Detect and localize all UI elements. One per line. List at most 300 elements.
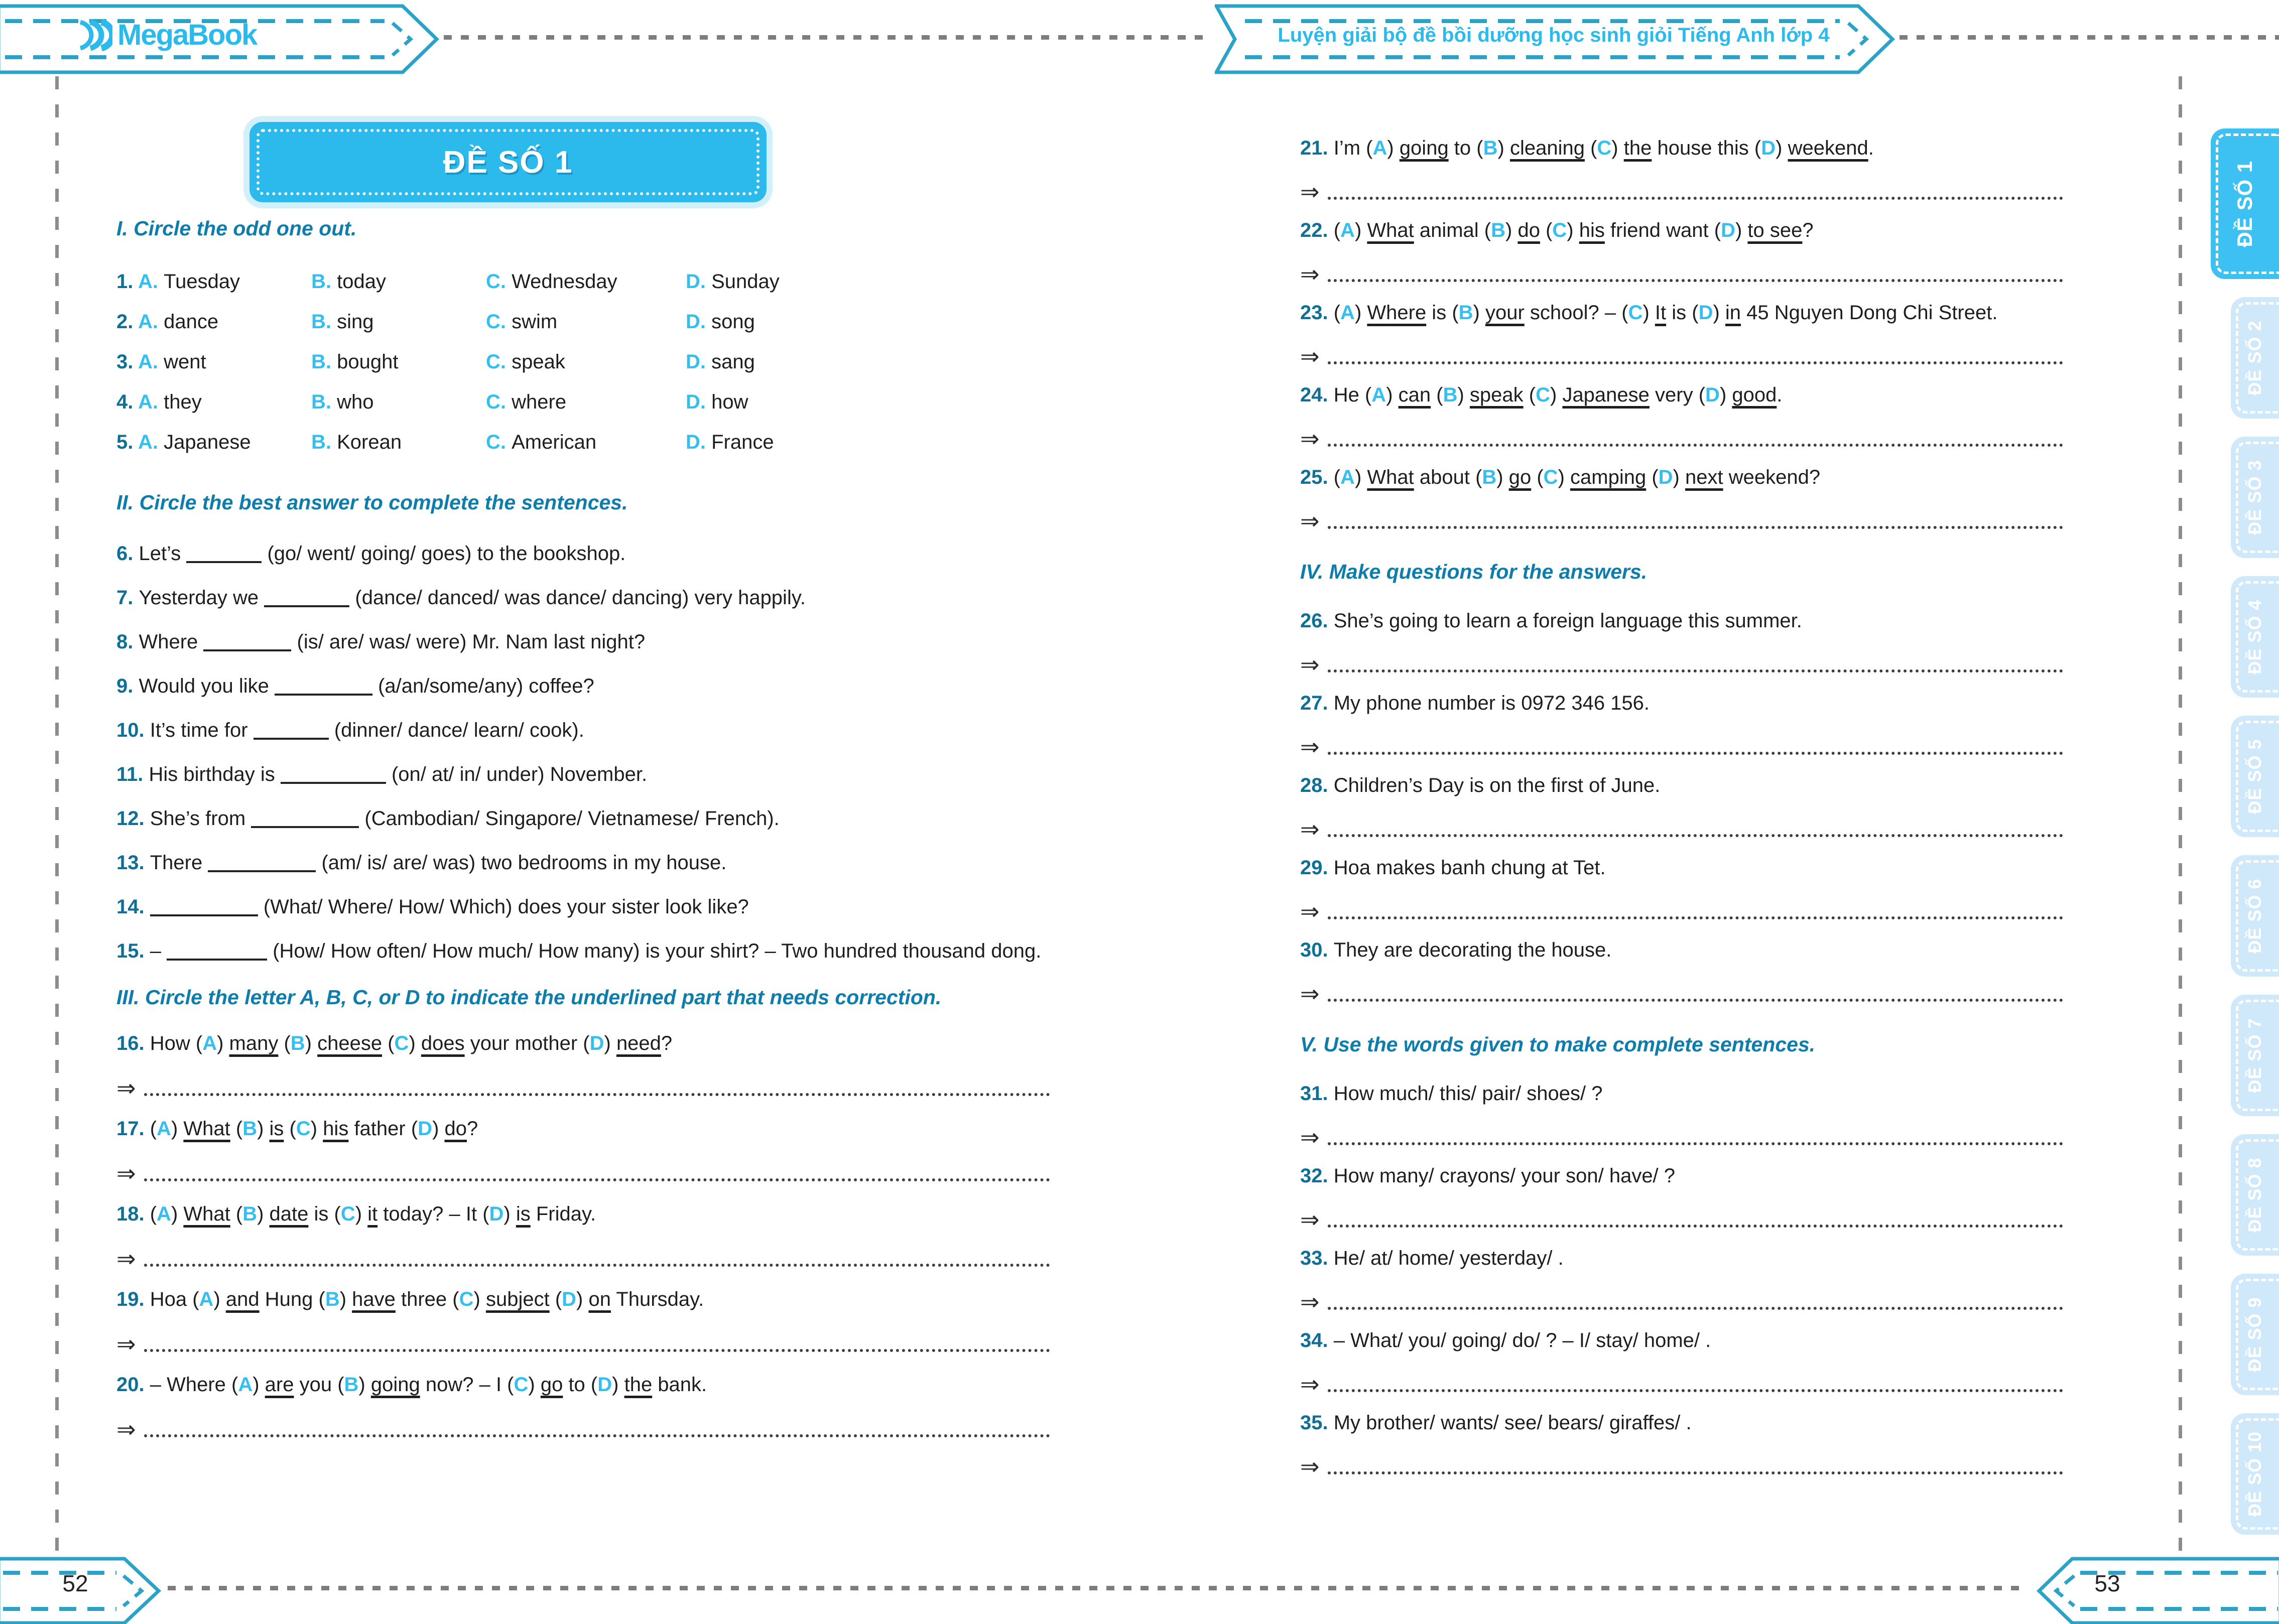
page-number-left: 52 (62, 1570, 88, 1596)
question (116, 717, 1050, 744)
underlined-part: are (265, 1374, 294, 1396)
option-cell (486, 309, 686, 334)
underlined-part: and (225, 1288, 260, 1310)
option-letter-char: B. (311, 270, 337, 293)
option-letter: (C) (507, 1374, 541, 1396)
question-text: (is/ are/ was/ were) Mr. Nam last night? (291, 631, 646, 653)
option-letter-char: A (1340, 219, 1355, 241)
option-letter-char: C (394, 1032, 409, 1054)
option-cell (311, 309, 486, 334)
dotted-answer-leader (1328, 1307, 2063, 1310)
question-number: 31. (1300, 1082, 1334, 1105)
question-number: 20. (116, 1374, 150, 1396)
answer-line (1300, 178, 2063, 205)
question-text: . (1777, 384, 1783, 406)
option-text: Korean (337, 431, 402, 453)
question-number: 18. (116, 1203, 150, 1225)
option-text: song (711, 311, 755, 333)
answer-arrow-icon: ⇒ (116, 1416, 136, 1443)
question-number: 21. (1300, 137, 1334, 159)
question-number: 10. (116, 719, 150, 741)
dotted-answer-leader (1328, 1142, 2063, 1145)
underlined-part: going (1399, 137, 1449, 159)
question-text: He (1333, 384, 1365, 406)
underlined-part: the (1623, 137, 1652, 159)
option-letter-char: A (238, 1374, 253, 1396)
option-letter-char: C. (486, 351, 512, 373)
option-text: dance (164, 311, 219, 333)
option-letter-char: B (1483, 137, 1498, 159)
option-letter-char: B. (311, 391, 337, 413)
underlined-part: go (1508, 466, 1532, 488)
underlined-part: to see (1747, 219, 1803, 241)
question-text: (dance/ danced/ was dance/ dancing) very happily. (349, 587, 806, 609)
tab-label: ĐỀ SỐ 9 (2244, 1297, 2265, 1372)
option-text: sing (337, 311, 374, 333)
option-letter-char: D (489, 1203, 504, 1225)
option-letter-char: A. (138, 431, 164, 453)
section-body (116, 540, 1050, 965)
underlined-part: the (624, 1374, 653, 1396)
question-number: 27. (1300, 692, 1334, 714)
option-text: they (164, 391, 202, 413)
section-body (1300, 134, 2063, 532)
test-badge-label: ĐỀ SỐ 1 (443, 145, 573, 180)
option-text: Japanese (164, 431, 251, 453)
question-text: father (348, 1118, 411, 1140)
section-heading: IV. Make questions for the answers. (1300, 560, 1648, 583)
question-number: 33. (1300, 1247, 1334, 1269)
question (116, 893, 1050, 920)
question-text: His birthday is (149, 763, 281, 785)
option-letter-char: D. (686, 351, 712, 373)
answer-line (1300, 1453, 2063, 1480)
answer-line (116, 1160, 1050, 1187)
option-letter-char: D. (686, 311, 712, 333)
tab-label: ĐỀ SỐ 5 (2244, 739, 2265, 814)
question (116, 540, 1050, 567)
option-letter-char: A. (138, 311, 164, 333)
question-number: 12. (116, 807, 150, 830)
question-text (1585, 137, 1590, 159)
question (116, 584, 1050, 611)
right-page-guide-line (2179, 76, 2182, 1556)
tab-label: ĐỀ SỐ 1 (2233, 160, 2256, 247)
section-heading: II. Circle the best answer to complete the sentences. (116, 491, 628, 514)
question-text: to (563, 1374, 591, 1396)
question-text: I’m (1333, 137, 1366, 159)
answer-line (116, 1074, 1050, 1102)
option-letter: (A) (195, 1032, 229, 1054)
question (1300, 1162, 2063, 1189)
answer-line (1300, 898, 2063, 925)
section-heading: V. Use the words given to make complete sentences. (1300, 1033, 1816, 1056)
option-letter: (A) (231, 1374, 265, 1396)
dotted-answer-leader (1328, 752, 2063, 755)
option-letter-char: A. (138, 351, 164, 373)
answer-line (1300, 1124, 2063, 1151)
option-letter: (D) (583, 1032, 616, 1054)
question-text: your mother (464, 1032, 583, 1054)
question-text: school? – (1524, 302, 1622, 324)
question-text: Would you like (139, 675, 275, 697)
dotted-answer-leader (144, 1264, 1050, 1267)
question (1300, 854, 2063, 881)
question (116, 1371, 1050, 1398)
dotted-answer-leader (1328, 669, 2063, 672)
answer-line (1300, 260, 2063, 288)
answer-line (1300, 816, 2063, 843)
tab-đề-số-10[interactable] (2231, 1413, 2279, 1535)
underlined-part: is (516, 1203, 531, 1225)
question-text: – What/ you/ going/ do/ ? – I/ stay/ home/ . (1333, 1329, 1711, 1351)
option-letter-char: B. (311, 351, 337, 373)
question (116, 937, 1043, 965)
question (116, 1115, 1050, 1142)
option-text: American (512, 431, 597, 453)
answer-line (1300, 1288, 2063, 1315)
question-text: ? (467, 1118, 478, 1140)
underlined-part: go (540, 1374, 563, 1396)
tab-đề-số-9[interactable] (2231, 1274, 2279, 1395)
option-letter-char: B (325, 1288, 340, 1310)
question (116, 1030, 1050, 1057)
option-letter-char: C. (486, 311, 512, 333)
question-text: 45 Nguyen Dong Chi Street. (1741, 302, 1998, 324)
question (1300, 217, 2063, 244)
tab-đề-số-4[interactable] (2231, 576, 2279, 698)
underlined-part: cheese (317, 1032, 383, 1054)
answer-arrow-icon: ⇒ (1300, 733, 1320, 760)
question-number: 35. (1300, 1412, 1334, 1434)
underlined-part: What (1367, 219, 1414, 241)
dotted-answer-leader (144, 1434, 1050, 1437)
answer-line (116, 1330, 1050, 1358)
option-letter-char: C (1536, 384, 1550, 406)
question-text: bank. (652, 1374, 707, 1396)
option-letter: (C) (334, 1203, 368, 1225)
tab-label: ĐỀ SỐ 10 (2244, 1431, 2265, 1517)
option-letter-char: C (1597, 137, 1612, 159)
question-text (1524, 384, 1529, 406)
underlined-part: What (1367, 466, 1414, 488)
dotted-answer-leader (1328, 1389, 2063, 1392)
question-text (382, 1032, 388, 1054)
underlined-part: good (1732, 384, 1777, 406)
question-text: Friday. (530, 1203, 596, 1225)
question-text: now? – I (420, 1374, 508, 1396)
question (1300, 690, 2063, 717)
option-letter: (A) (192, 1288, 226, 1310)
question-number: 11. (116, 763, 149, 785)
option-letter: (D) (482, 1203, 516, 1225)
question-number: 14. (116, 896, 150, 918)
option-letter-char: A (202, 1032, 217, 1054)
question-text: ? (661, 1032, 673, 1054)
question (116, 628, 1050, 655)
tab-label: ĐỀ SỐ 4 (2244, 599, 2265, 674)
question-text: very (1649, 384, 1699, 406)
option-cell (116, 349, 311, 374)
tab-đề-số-2[interactable] (2231, 297, 2279, 419)
option-letter-char: D. (686, 270, 712, 293)
answer-line (1300, 651, 2063, 678)
underlined-part: do (1517, 219, 1540, 241)
underlined-part: do (444, 1118, 467, 1140)
option-letter: (B) (1475, 466, 1509, 488)
question-text: Hung (259, 1288, 319, 1310)
option-letter: (B) (1476, 137, 1510, 159)
dotted-answer-leader (144, 1178, 1050, 1181)
option-letter: (B) (235, 1118, 270, 1140)
dotted-answer-leader (1328, 916, 2063, 919)
section-body (1300, 1080, 2063, 1480)
answer-arrow-icon: ⇒ (1300, 816, 1320, 843)
question-text: three (395, 1288, 453, 1310)
option-letter-char: D (597, 1374, 612, 1396)
answer-line (116, 1245, 1050, 1272)
question-text (1540, 219, 1546, 241)
option-letter-char: D (418, 1118, 433, 1140)
option-letter-char: B (1443, 384, 1458, 406)
option-cell (116, 430, 311, 455)
option-letter: (C) (1621, 302, 1655, 324)
question-text: animal (1414, 219, 1484, 241)
answer-blank (208, 854, 316, 872)
footer-right-ribbon (2022, 1556, 2279, 1624)
option-text: speak (512, 351, 565, 373)
underlined-part: have (352, 1288, 396, 1310)
question-text: is (308, 1203, 334, 1225)
tab-đề-số-5[interactable] (2231, 716, 2279, 837)
question-number: 30. (1300, 939, 1334, 961)
option-letter-char: A. (138, 391, 164, 413)
answer-line (116, 1416, 1050, 1443)
question-number: 16. (116, 1032, 150, 1054)
option-letter: (A) (1333, 302, 1367, 324)
question-number: 4. (116, 391, 138, 413)
odd-one-out-row (116, 269, 1050, 294)
question-text: is (1426, 302, 1452, 324)
answer-arrow-icon: ⇒ (116, 1245, 136, 1272)
section-heading: I. Circle the odd one out. (116, 217, 357, 240)
answer-arrow-icon: ⇒ (1300, 507, 1320, 534)
page-53-content (1300, 134, 2063, 1492)
option-letter-char: C (1543, 466, 1558, 488)
option-letter: (D) (1714, 219, 1748, 241)
option-cell (116, 309, 311, 334)
option-letter: (A) (1364, 384, 1399, 406)
question (1300, 1245, 2063, 1272)
option-letter-char: B (242, 1203, 258, 1225)
underlined-part: cleaning (1509, 137, 1585, 159)
underlined-part: going (370, 1374, 420, 1396)
question-text: . (1868, 137, 1874, 159)
option-cell (486, 430, 686, 455)
question-text (1531, 466, 1537, 488)
megabook-logo-icon (75, 18, 112, 52)
question-text: Thursday. (610, 1288, 704, 1310)
question-text: (What/ Where/ How/ Which) does your sister look like? (258, 896, 749, 918)
option-cell (486, 389, 686, 415)
underlined-part: It (1655, 302, 1667, 324)
underlined-part: Where (1367, 302, 1427, 324)
question-text (278, 1032, 284, 1054)
question-number: 8. (116, 631, 139, 653)
option-letter-char: A (1371, 384, 1386, 406)
dotted-answer-leader (1328, 197, 2063, 200)
question (1300, 772, 2063, 799)
option-letter-char: C (514, 1374, 529, 1396)
question-text: She’s from (150, 807, 251, 830)
underlined-part: speak (1469, 384, 1524, 406)
question-number: 7. (116, 587, 139, 609)
option-letter: (C) (388, 1032, 421, 1054)
option-letter-char: B (242, 1118, 258, 1140)
answer-blank (150, 898, 258, 916)
option-letter: (D) (1692, 302, 1725, 324)
option-cell (116, 269, 311, 294)
header-dotted-connector (444, 35, 1211, 40)
answer-line (1300, 980, 2063, 1007)
underlined-part: in (1725, 302, 1741, 324)
question-text: She’s going to learn a foreign language this summer. (1333, 610, 1802, 632)
tab-label: ĐỀ SỐ 2 (2244, 320, 2265, 395)
footer-dotted-connector (168, 1586, 2021, 1590)
question-text: My phone number is 0972 346 156. (1333, 692, 1650, 714)
dotted-answer-leader (144, 1349, 1050, 1352)
dotted-answer-leader (1328, 999, 2063, 1002)
option-letter: (B) (1484, 219, 1518, 241)
dotted-answer-leader (1328, 834, 2063, 837)
option-letter: (C) (452, 1288, 486, 1310)
tab-label: ĐỀ SỐ 6 (2244, 878, 2265, 954)
question-text: Where (139, 631, 204, 653)
answer-blank (254, 722, 329, 740)
option-letter-char: C (296, 1118, 311, 1140)
tab-đề-số-7[interactable] (2231, 995, 2279, 1116)
question-text: to (1448, 137, 1477, 159)
answer-blank (264, 589, 349, 607)
dotted-answer-leader (1328, 361, 2063, 364)
option-cell (311, 269, 486, 294)
answer-line (1300, 507, 2063, 534)
answer-arrow-icon: ⇒ (116, 1330, 136, 1358)
question-number: 25. (1300, 466, 1334, 488)
question (1300, 299, 2063, 326)
answer-blank (203, 633, 291, 651)
question-text: My brother/ wants/ see/ bears/ giraffes/ . (1333, 1412, 1692, 1434)
question-number: 26. (1300, 610, 1334, 632)
option-cell (486, 269, 686, 294)
question-text: It’s time for (150, 719, 254, 741)
option-letter: (C) (1537, 466, 1570, 488)
option-letter: (A) (150, 1203, 184, 1225)
dotted-answer-leader (1328, 526, 2063, 529)
question-text: (a/an/some/any) coffee? (372, 675, 594, 697)
underlined-part: your (1485, 302, 1525, 324)
option-letter-char: A (1340, 466, 1355, 488)
section-body (1300, 607, 2063, 1005)
question (1300, 381, 2063, 409)
megabook-logo (75, 18, 257, 52)
question-number: 19. (116, 1288, 150, 1310)
question-text: (on/ at/ in/ under) November. (386, 763, 648, 785)
answer-arrow-icon: ⇒ (1300, 898, 1320, 925)
option-letter: (C) (1590, 137, 1624, 159)
answer-arrow-icon: ⇒ (1300, 1206, 1320, 1233)
question-text: – (150, 940, 167, 962)
option-text: France (711, 431, 774, 453)
section-body (116, 269, 1050, 455)
answer-arrow-icon: ⇒ (1300, 980, 1320, 1007)
odd-one-out-row (116, 349, 1050, 374)
underlined-part: weekend (1788, 137, 1868, 159)
answer-arrow-icon: ⇒ (1300, 425, 1320, 452)
underlined-part: subject (485, 1288, 550, 1310)
option-cell (311, 389, 486, 415)
dotted-answer-leader (1328, 444, 2063, 447)
option-text: where (512, 391, 567, 413)
question (116, 672, 1050, 700)
question-text: How (150, 1032, 196, 1054)
option-letter: (C) (289, 1118, 323, 1140)
option-text: how (711, 391, 748, 413)
option-letter: (B) (1436, 384, 1470, 406)
tab-đề-số-3[interactable] (2231, 437, 2279, 558)
question-text: They are decorating the house. (1333, 939, 1612, 961)
question-text: (dinner/ dance/ learn/ cook). (328, 719, 584, 741)
tab-đề-số-6[interactable] (2231, 855, 2279, 977)
option-cell (686, 389, 1050, 415)
option-letter: (D) (1698, 384, 1732, 406)
question-text: Yesterday we (139, 587, 265, 609)
answer-arrow-icon: ⇒ (1300, 1124, 1320, 1151)
question-text: There (150, 852, 208, 874)
answer-line (1300, 1371, 2063, 1398)
question-text: Let’s (139, 543, 187, 565)
tab-đề-số-8[interactable] (2231, 1134, 2279, 1256)
answer-arrow-icon: ⇒ (1300, 260, 1320, 288)
question-text: (am/ is/ are/ was) two bedrooms in my house. (316, 852, 727, 874)
option-letter-char: B (1482, 466, 1497, 488)
option-letter-char: A (199, 1288, 214, 1310)
question (1300, 1409, 2063, 1436)
option-letter: (B) (337, 1374, 371, 1396)
option-letter: (C) (1529, 384, 1563, 406)
page-52-content (116, 216, 1050, 1456)
option-letter-char: A (1372, 137, 1387, 159)
tab-đề-số-1[interactable] (2211, 128, 2279, 279)
option-letter-char: B (1491, 219, 1506, 241)
answer-blank (186, 545, 262, 563)
odd-one-out-row (116, 389, 1050, 415)
option-letter-char: C. (486, 391, 512, 413)
option-cell (686, 349, 1050, 374)
question-text: – Where (150, 1374, 232, 1396)
option-text: went (164, 351, 206, 373)
odd-one-out-row (116, 430, 1050, 455)
option-letter: (D) (555, 1288, 589, 1310)
underlined-part: does (421, 1032, 465, 1054)
option-letter: (B) (235, 1203, 270, 1225)
option-text: swim (512, 311, 558, 333)
answer-arrow-icon: ⇒ (1300, 1288, 1320, 1315)
answer-blank (167, 942, 267, 961)
underlined-part: on (588, 1288, 611, 1310)
question (1300, 936, 2063, 964)
question (1300, 134, 2063, 162)
